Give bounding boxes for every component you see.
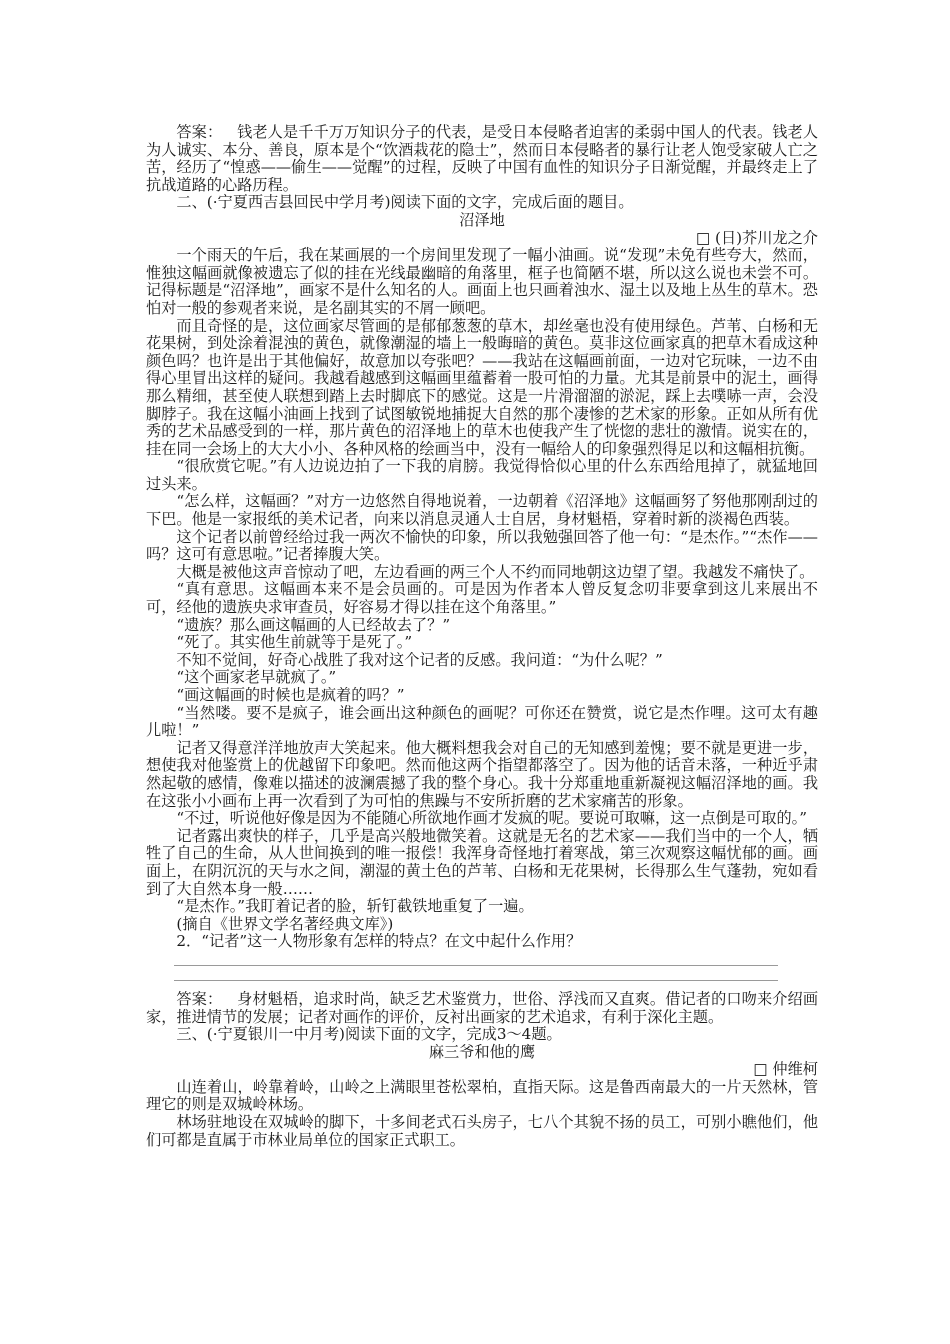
story-paragraph: 而且奇怪的是，这位画家尽管画的是郁郁葱葱的草木，却丝毫也没有使用绿色。芦苇、白杨和无花果树，到处涂着混浊的黄色，就像潮湿的墙上一般晦暗的黄色。莫非这位画家真的把草木看成这种颜色吗？也许是出于其他偏好，故意加以夸张吧？——我站在这幅画前面，一边对它玩味，一边不由得心里冒出这样的疑问。我越看越感到这幅画里蕴蓄着一股可怕的力量。尤其是前景中的泥土，画得那么精细，甚至使人联想到踏上去时脚底下的感觉。这是一片滑溜溜的淤泥，踩上去噗哧一声，会没脚脖子。我在这幅小油画上找到了试图敏锐地捕捉大自然的那个凄惨的艺术家的形象。正如从所有优秀的艺术品感受到的一样，那片黄色的沼泽地上的草木也使我产生了恍惚的悲壮的激情。说实在的，挂在同一会场上的大大小小、各种风格的绘画当中，没有一幅给人的印象强烈得足以和这幅相抗衡。 <box>146 316 818 458</box>
story-paragraph: “不过，听说他好像是因为不能随心所欲地作画才发疯的呢。要说可取嘛，这一点倒是可取的。” <box>176 809 808 828</box>
answer-1 <box>146 124 818 194</box>
answer-2 <box>146 991 818 1026</box>
story-paragraph: “是杰作。”我盯着记者的脸，斩钉截铁地重复了一遍。 <box>176 897 534 916</box>
story-paragraph: “画这幅画的时候也是疯着的吗？” <box>176 686 405 704</box>
story-paragraph: 一个雨天的午后，我在某画展的一个房间里发现了一幅小油画。说“发现”未免有些夸大，然而，惟独这幅画就像被遗忘了似的挂在光线最幽暗的角落里，框子也简陋不堪，所以这么说也未尝不可。记得标题是“沼泽地”，画家不是什么知名的人。画面上也只画着浊水、湿土以及地上丛生的草木。恐怕对一般的参观者来说，是名副其实的不屑一顾吧。 <box>146 246 818 317</box>
story-paragraph: 记者又得意洋洋地放声大笑起来。他大概料想我会对自己的无知感到羞愧；要不就是更进一步，想使我对他鉴赏上的优越留下印象吧。然而他这两个指望都落空了。因为他的话音未落，一种近乎肃然起敬的感情，像难以描述的波澜震撼了我的整个身心。我十分郑重地重新凝视这幅沼泽地的画。我在这张小小画布上再一次看到了为可怕的焦躁与不安所折磨的艺术家痛苦的形象。 <box>146 738 818 810</box>
document-page <box>146 124 818 1149</box>
section-2-author: □ (日)芥川龙之介 <box>695 228 818 247</box>
section-2-heading: 二、(·宁夏西吉县回民中学月考)阅读下面的文字，完成后面的题目。 <box>176 193 634 212</box>
story-paragraph: “当然喽。要不是疯子，谁会画出这种颜色的画呢？可你还在赞赏，说它是杰作哩。这可太有趣儿啦！” <box>146 703 818 740</box>
answer-blank-line <box>174 951 778 966</box>
story-paragraph: 不知不觉间，好奇心战胜了我对这个记者的反感。我问道：“为什么呢？” <box>176 650 663 669</box>
section-3-title: 麻三爷和他的鹰 <box>428 1042 536 1061</box>
section-3-author: □ 仲维柯 <box>753 1060 818 1079</box>
story-paragraph: “很欣赏它呢。”有人边说边拍了一下我的肩膀。我觉得恰似心里的什么东西给甩掉了，就猛地回过头来。 <box>146 457 818 493</box>
story-paragraph: “遗族？那么画这幅画的人已经故去了？” <box>176 615 451 634</box>
question-2: 2．“记者”这一人物形象有怎样的特点？在文中起什么作用？ <box>176 932 582 951</box>
section-3-heading: 三、(·宁夏银川一中月考)阅读下面的文字，完成3～4题。 <box>176 1025 562 1044</box>
answer-1-text: 钱老人是千千万万知识分子的代表，是受日本侵略者迫害的柔弱中国人的代表。钱老人为人诚实、本分、善良，原本是个“饮酒栽花的隐士”，然而日本侵略者的暴行让老人饱受家破人亡之苦，经历了“惶惑——偷生——觉醒”的过程，反映了中国有血性的知识分子日渐觉醒，并最终走上了抗战道路的心路历程。 <box>146 123 819 194</box>
story-paragraph: 林场驻地设在双城岭的脚下，十多间老式石头房子，七八个其貌不扬的员工，可别小瞧他们，他们可都是直属于市林业局单位的国家正式职工。 <box>146 1113 818 1149</box>
story-paragraph: 这个记者以前曾经给过我一两次不愉快的印象，所以我勉强回答了他一句：“是杰作。”“杰作——吗？这可有意思啦。”记者捧腹大笑。 <box>146 527 818 564</box>
story-paragraph: 大概是被他这声音惊动了吧，左边看画的两三个人不约而同地朝这边望了望。我越发不痛快了。 <box>176 562 815 581</box>
story-paragraph: 记者露出爽快的样子，几乎是高兴般地微笑着。这就是无名的艺术家——我们当中的一个人，牺牲了自己的生命，从人世间换到的唯一报偿！我浑身奇怪地打着寒战，第三次观察这幅忧郁的画。画面上，在阴沉沉的天与水之间，潮湿的黄土色的芦苇、白杨和无花果树，长得那么生气蓬勃，宛如看到了大自然本身一般…… <box>146 826 818 898</box>
story-paragraph: 山连着山，岭靠着岭，山岭之上满眼里苍松翠柏，直指天际。这是鲁西南最大的一片天然林，管理它的则是双城岭林场。 <box>146 1077 818 1114</box>
story-paragraph: “怎么样，这幅画？”对方一边悠然自得地说着，一边朝着《沼泽地》这幅画努了努他那刚刮过的下巴。他是一家报纸的美术记者，向来以消息灵通人士自居，身材魁梧，穿着时新的淡褐色西装。 <box>146 492 818 529</box>
answer-1-label: 答案： <box>176 123 223 141</box>
story-paragraph: “真有意思。这幅画本来不是会员画的。可是因为作者本人曾反复念叨非要拿到这儿来展出不可，经他的遗族央求审查员，好容易才得以挂在这个角落里。” <box>146 580 818 617</box>
answer-2-label: 答案： <box>176 989 223 1008</box>
story-paragraph: “死了。其实他生前就等于是死了。” <box>176 633 413 652</box>
answer-2-text: 身材魁梧，追求时尚，缺乏艺术鉴赏力，世俗、浮浅而又直爽。借记者的口吻来介绍画家，推进情节的发展；记者对画作的评价，反衬出画家的艺术追求，有利于深化主题。 <box>146 989 819 1026</box>
answer-blank-line <box>174 966 778 981</box>
source-note: (摘自《世界文学名著经典文库》) <box>176 914 394 933</box>
story-paragraph: “这个画家老早就疯了。” <box>176 668 337 687</box>
section-2-title: 沼泽地 <box>459 210 505 229</box>
